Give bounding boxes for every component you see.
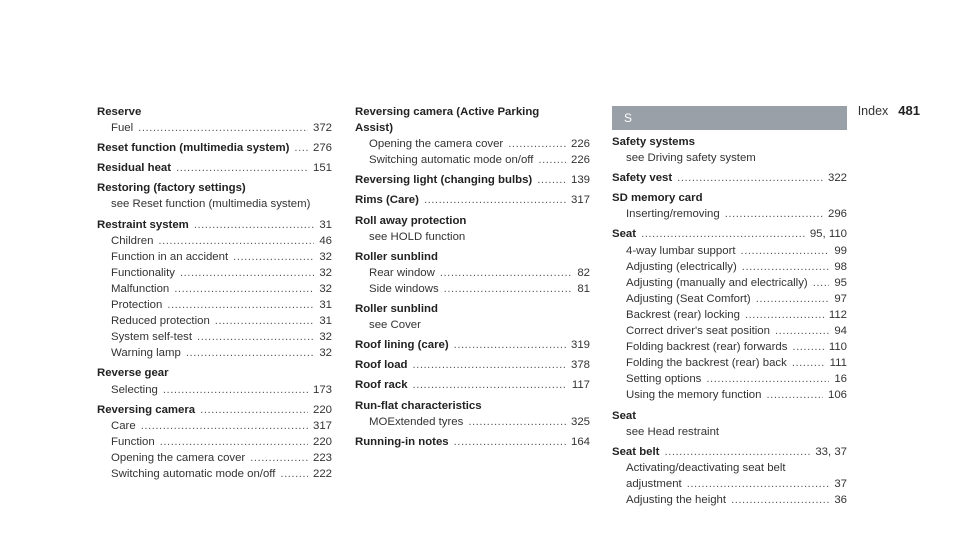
- subentry: [612, 150, 847, 166]
- subentry-text: Opening the camera cover: [369, 138, 504, 151]
- entry-term: Reserve: [97, 106, 142, 118]
- subentry: [97, 297, 332, 313]
- subentry-text: see HOLD function: [369, 230, 466, 243]
- page-ref: 276: [312, 142, 332, 155]
- entry-term: Running-in notes: [355, 435, 449, 448]
- entry-term: Assist): [355, 122, 393, 135]
- page-ref: 37: [834, 477, 847, 490]
- leader-dots: [413, 357, 566, 373]
- page-ref: 31: [319, 299, 332, 312]
- leader-dots: [176, 160, 308, 176]
- leader-dots: [424, 192, 566, 208]
- page-ref: 111: [829, 357, 847, 370]
- leader-dots: [775, 323, 829, 339]
- subentry: [97, 313, 332, 329]
- index-entry: [355, 434, 590, 450]
- entry-term: Restoring (factory settings): [97, 182, 246, 195]
- index-entry: [355, 249, 590, 297]
- subentry: [612, 339, 847, 355]
- entry-heading: [97, 104, 332, 120]
- subentry: [612, 371, 847, 387]
- subentry: [612, 275, 847, 291]
- page-ref: 97: [834, 292, 847, 305]
- subentry-text: Fuel: [111, 122, 134, 135]
- subentry: [97, 382, 332, 398]
- leader-dots: [454, 434, 566, 450]
- subentry: [612, 307, 847, 323]
- leader-dots: [731, 492, 829, 508]
- subentry-text: Adjusting the height: [626, 493, 727, 506]
- leader-dots: [174, 281, 314, 297]
- leader-dots: [508, 136, 566, 152]
- index-entry: [355, 104, 590, 168]
- page-ref: 32: [319, 331, 332, 344]
- subentry: [612, 206, 847, 222]
- entry-heading: [97, 402, 332, 418]
- subentry-text: Switching automatic mode on/off: [369, 154, 534, 167]
- leader-dots: [160, 434, 308, 450]
- entry-term: Safety systems: [612, 136, 695, 148]
- page-ref: 164: [570, 435, 590, 448]
- index-entry: [355, 172, 590, 188]
- page-ref: 117: [571, 379, 590, 392]
- subentry-text: Folding backrest (rear) forwards: [626, 341, 788, 354]
- entry-term: Residual heat: [97, 162, 172, 175]
- page-ref: 16: [834, 373, 847, 386]
- page-ref: 325: [570, 415, 590, 428]
- page-ref: 31: [319, 218, 332, 231]
- subentry-text: see Head restraint: [626, 425, 720, 438]
- subentry-text: Children: [111, 234, 154, 247]
- entry-term: Roof rack: [355, 379, 408, 392]
- subentry: [355, 265, 590, 281]
- entry-heading: [355, 192, 590, 208]
- page-ref: 372: [312, 122, 332, 135]
- page-ref: 33, 37: [815, 445, 847, 458]
- index-entry: [97, 402, 332, 482]
- leader-dots: [294, 140, 308, 156]
- leader-dots: [454, 337, 566, 353]
- subentry-text: Reduced protection: [111, 315, 210, 328]
- leader-dots: [158, 233, 314, 249]
- subentry-text: see Cover: [369, 319, 421, 332]
- entry-heading: [612, 190, 847, 206]
- entry-term: Seat belt: [612, 445, 660, 458]
- subentry: [612, 259, 847, 275]
- entry-term: Roof load: [355, 359, 408, 372]
- leader-dots: [180, 265, 314, 281]
- section-letter-s: S: [612, 106, 847, 130]
- index-entry: [612, 444, 847, 508]
- subentry: [355, 136, 590, 152]
- entry-term: Rims (Care): [355, 194, 419, 207]
- page-ref: 226: [570, 154, 590, 167]
- index-entry: [612, 226, 847, 403]
- subentry: [612, 492, 847, 508]
- page-ref: 81: [577, 282, 590, 295]
- leader-dots: [194, 217, 315, 233]
- leader-dots: [664, 444, 810, 460]
- entry-term: Reversing camera (Active Parking: [355, 106, 540, 118]
- index-entry: [355, 357, 590, 373]
- subentry-text: Care: [111, 419, 136, 432]
- subentry-text: Malfunction: [111, 282, 170, 295]
- subentry: [97, 265, 332, 281]
- page-ref: 222: [312, 467, 332, 480]
- leader-dots: [440, 265, 572, 281]
- index-label: Index: [857, 104, 889, 118]
- page-ref: 173: [312, 383, 332, 396]
- leader-dots: [250, 450, 308, 466]
- leader-dots: [280, 466, 308, 482]
- index-column-1: [97, 104, 332, 482]
- leader-dots: [197, 329, 314, 345]
- subentry-text: Warning lamp: [111, 347, 181, 360]
- entry-term: Roller sunblind: [355, 303, 438, 316]
- subentry-text: Switching automatic mode on/off: [111, 467, 276, 480]
- index-entry: [355, 398, 590, 430]
- leader-dots: [756, 291, 830, 307]
- page-ref: 378: [570, 359, 590, 372]
- page-header: [858, 103, 920, 118]
- page-ref: 94: [834, 325, 847, 338]
- subentry: [612, 355, 847, 371]
- subentry: [355, 414, 590, 430]
- leader-dots: [163, 382, 308, 398]
- subentry-text: see Driving safety system: [626, 152, 756, 165]
- index-entry: [97, 217, 332, 362]
- index-entry: [355, 301, 590, 333]
- subentry: [612, 460, 847, 476]
- subentry: [355, 152, 590, 168]
- page-ref: 32: [319, 282, 332, 295]
- subentry: [97, 249, 332, 265]
- leader-dots: [687, 476, 830, 492]
- subentry-text: System self-test: [111, 331, 193, 344]
- subentry-text: Backrest (rear) locking: [626, 308, 740, 321]
- entry-heading: [612, 226, 847, 242]
- subentry: [97, 233, 332, 249]
- entry-term: Seat: [612, 228, 637, 241]
- entry-heading-cont: [355, 120, 590, 136]
- leader-dots: [444, 281, 573, 297]
- index-column-2: [355, 104, 590, 450]
- subentry-text: Function: [111, 435, 155, 448]
- subentry: [97, 418, 332, 434]
- subentry: [612, 291, 847, 307]
- subentry: [97, 196, 332, 212]
- leader-dots: [186, 345, 314, 361]
- leader-dots: [138, 120, 308, 136]
- subentry: [97, 450, 332, 466]
- subentry-text: adjustment: [626, 477, 682, 490]
- subentry-text: Activating/deactivating seat belt: [626, 461, 786, 474]
- entry-term: Reverse gear: [97, 367, 169, 380]
- subentry: [355, 281, 590, 297]
- leader-dots: [641, 226, 805, 242]
- subentry-text: Function in an accident: [111, 250, 229, 263]
- entry-term: Safety vest: [612, 172, 673, 185]
- entry-heading: [612, 444, 847, 460]
- page-ref: 139: [570, 174, 590, 187]
- entry-heading: [355, 357, 590, 373]
- subentry-text: Selecting: [111, 383, 158, 396]
- page-ref: 99: [834, 244, 847, 257]
- subentry-text: Folding the backrest (rear) back: [626, 357, 787, 370]
- subentry: [97, 281, 332, 297]
- index-entry: [612, 408, 847, 440]
- leader-dots: [215, 313, 315, 329]
- index-entry: [355, 213, 590, 245]
- leader-dots: [200, 402, 308, 418]
- subentry-text: Rear window: [369, 266, 435, 279]
- page-ref: 223: [312, 451, 332, 464]
- subentry-text: Setting options: [626, 373, 702, 386]
- entry-heading: [97, 180, 332, 196]
- index-entry: [97, 104, 332, 136]
- subentry-text: see Reset function (multimedia system): [111, 198, 311, 211]
- page-ref: 317: [312, 419, 332, 432]
- page-ref: 32: [319, 266, 332, 279]
- entry-heading: [612, 408, 847, 424]
- entry-heading: [97, 217, 332, 233]
- subentry-text: MOExtended tyres: [369, 415, 464, 428]
- leader-dots: [233, 249, 314, 265]
- page-ref: 151: [312, 162, 332, 175]
- entry-heading: [355, 398, 590, 414]
- subentry-text: Adjusting (Seat Comfort): [626, 292, 751, 305]
- entry-heading: [355, 213, 590, 229]
- entry-term: Run-flat characteristics: [355, 399, 482, 412]
- entry-heading: [355, 337, 590, 353]
- leader-dots: [745, 307, 824, 323]
- subentry: [355, 229, 590, 245]
- page-ref: 220: [312, 435, 332, 448]
- subentry-text: Adjusting (electrically): [626, 260, 737, 273]
- entry-term: Reversing light (changing bulbs): [355, 174, 533, 187]
- subentry-text: Using the memory function: [626, 389, 762, 402]
- leader-dots: [167, 297, 314, 313]
- entry-heading: [97, 160, 332, 176]
- entry-term: SD memory card: [612, 192, 703, 205]
- leader-dots: [813, 275, 830, 291]
- subentry: [612, 243, 847, 259]
- entry-term: Roll away protection: [355, 214, 467, 227]
- page-ref: 106: [827, 389, 847, 402]
- entry-heading: [612, 170, 847, 186]
- entry-heading: [97, 140, 332, 156]
- page-ref: 322: [827, 172, 847, 185]
- leader-dots: [468, 414, 566, 430]
- entry-term: Reset function (multimedia system): [97, 142, 290, 155]
- page-ref: 98: [834, 260, 847, 273]
- subentry-text: Opening the camera cover: [111, 451, 246, 464]
- subentry-text: 4-way lumbar support: [626, 244, 736, 257]
- page-ref: 46: [319, 234, 332, 247]
- page-number: 481: [898, 103, 920, 118]
- entry-heading: [612, 134, 847, 150]
- entry-heading: [355, 377, 590, 393]
- index-entry: [97, 160, 332, 176]
- leader-dots: [413, 377, 567, 393]
- page-ref: 112: [828, 308, 847, 321]
- leader-dots: [141, 418, 308, 434]
- page-ref: 32: [319, 250, 332, 263]
- leader-dots: [706, 371, 829, 387]
- subentry: [612, 476, 847, 492]
- page-ref: 32: [319, 347, 332, 360]
- subentry-text: Protection: [111, 299, 163, 312]
- page-ref: 31: [319, 315, 332, 328]
- index-entry: [97, 365, 332, 397]
- page-ref: 319: [570, 339, 590, 352]
- subentry-text: Inserting/removing: [626, 208, 720, 221]
- subentry: [97, 345, 332, 361]
- entry-term: Reversing camera: [97, 403, 196, 416]
- page-ref: 82: [577, 266, 590, 279]
- entry-heading: [97, 365, 332, 381]
- entry-term: Roller sunblind: [355, 250, 438, 263]
- entry-heading: [355, 301, 590, 317]
- entry-heading: [355, 172, 590, 188]
- leader-dots: [725, 206, 823, 222]
- page-ref: 95, 110: [809, 228, 847, 241]
- subentry: [97, 329, 332, 345]
- subentry-text: Functionality: [111, 266, 175, 279]
- leader-dots: [538, 152, 566, 168]
- entry-term: Restraint system: [97, 218, 189, 231]
- leader-dots: [537, 172, 566, 188]
- page-ref: 220: [312, 403, 332, 416]
- index-entry: [355, 192, 590, 208]
- index-entry: [355, 377, 590, 393]
- index-entry: [97, 140, 332, 156]
- subentry: [97, 466, 332, 482]
- index-entry: [612, 170, 847, 186]
- page-ref: 110: [828, 341, 847, 354]
- leader-dots: [792, 355, 825, 371]
- index-entry: [612, 134, 847, 166]
- page-ref: 226: [570, 138, 590, 151]
- index-entry: [97, 180, 332, 212]
- subentry: [612, 387, 847, 403]
- entry-term: Seat: [612, 409, 637, 422]
- entry-heading: [355, 249, 590, 265]
- leader-dots: [741, 243, 830, 259]
- subentry: [355, 317, 590, 333]
- leader-dots: [792, 339, 823, 355]
- page-ref: 317: [570, 194, 590, 207]
- subentry: [612, 424, 847, 440]
- subentry: [97, 120, 332, 136]
- subentry-text: Correct driver's seat position: [626, 325, 770, 338]
- index-entry: [355, 337, 590, 353]
- entry-term: Roof lining (care): [355, 339, 449, 352]
- subentry: [612, 323, 847, 339]
- subentry-text: Side windows: [369, 282, 439, 295]
- leader-dots: [677, 170, 823, 186]
- subentry: [97, 434, 332, 450]
- subentry-text: Adjusting (manually and electrically): [626, 276, 808, 289]
- page-ref: 36: [834, 493, 847, 506]
- leader-dots: [766, 387, 823, 403]
- index-entry: [612, 190, 847, 222]
- page-ref: 95: [834, 276, 847, 289]
- entry-heading: [355, 104, 590, 120]
- page-ref: 296: [827, 208, 847, 221]
- entry-heading: [355, 434, 590, 450]
- index-column-3: [612, 104, 847, 508]
- leader-dots: [742, 259, 830, 275]
